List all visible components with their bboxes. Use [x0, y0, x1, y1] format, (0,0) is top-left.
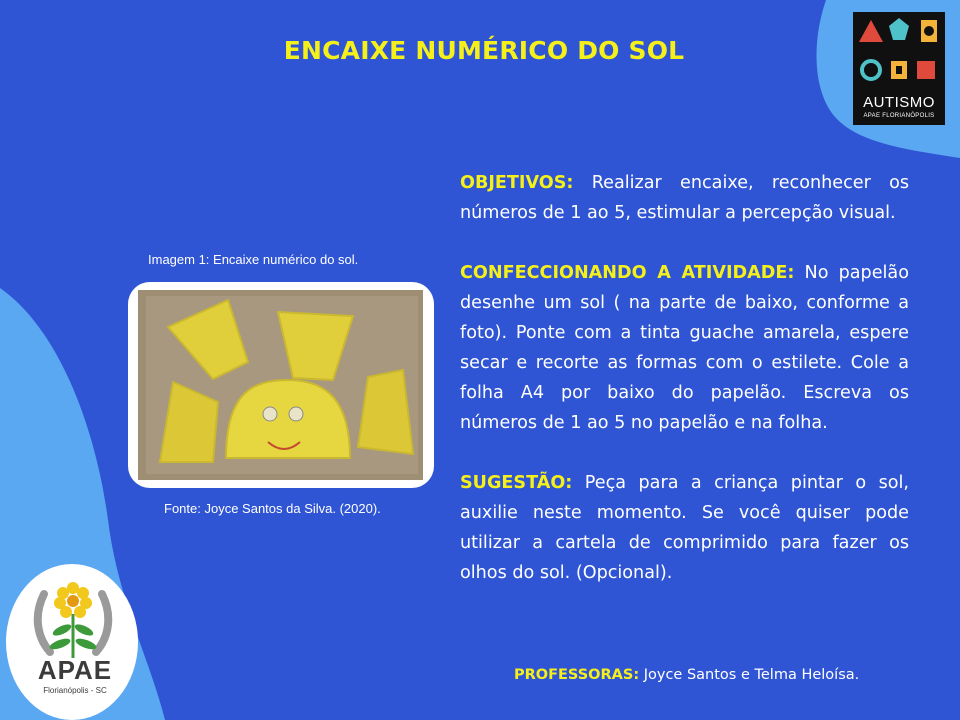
section-making: [460, 258, 909, 438]
autismo-shapes-icon: [853, 12, 945, 92]
autismo-logo-name: AUTISMO: [863, 94, 935, 111]
teachers-credit: [514, 667, 859, 683]
image-source: Fonte: Joyce Santos da Silva. (2020).: [164, 501, 381, 516]
section-objectives: [460, 168, 909, 228]
sun-puzzle-photo: [128, 282, 434, 488]
section-label: CONFECCIONANDO A ATIVIDADE:: [460, 263, 795, 283]
section-text: No papelão desenhe um sol ( na parte de baixo, conforme a foto). Ponte com a tinta guache amarela, espere secar e recorte as formas com o estilete. Cole a folha A4 por baixo do papelão. Escreva os números de 1 ao 5 no papelão e na folha.: [460, 263, 909, 433]
apae-logo-city: Florianópolis - SC: [43, 686, 107, 695]
section-text: Peça para a criança pintar o sol, auxilie neste momento. Se você quiser pode utilizar a cartela de comprimido para fazer os olhos do sol. (Opcional).: [460, 473, 909, 583]
section-label: OBJETIVOS:: [460, 173, 574, 193]
activity-description: [460, 168, 909, 618]
section-suggestion: [460, 468, 909, 588]
section-text: Realizar encaixe, reconhecer os números de 1 ao 5, estimular a percepção visual.: [460, 173, 909, 223]
page-title: ENCAIXE NUMÉRICO DO SOL: [283, 36, 685, 65]
image-caption: Imagem 1: Encaixe numérico do sol.: [148, 252, 359, 267]
autismo-logo-subtitle: APAE FLORIANÓPOLIS: [863, 113, 935, 119]
footer-label: PROFESSORAS:: [514, 667, 640, 683]
section-label: SUGESTÃO:: [460, 473, 573, 493]
apae-logo-name: APAE: [37, 655, 113, 685]
footer-text: Joyce Santos e Telma Heloísa.: [639, 667, 860, 683]
autismo-logo: [853, 12, 945, 125]
